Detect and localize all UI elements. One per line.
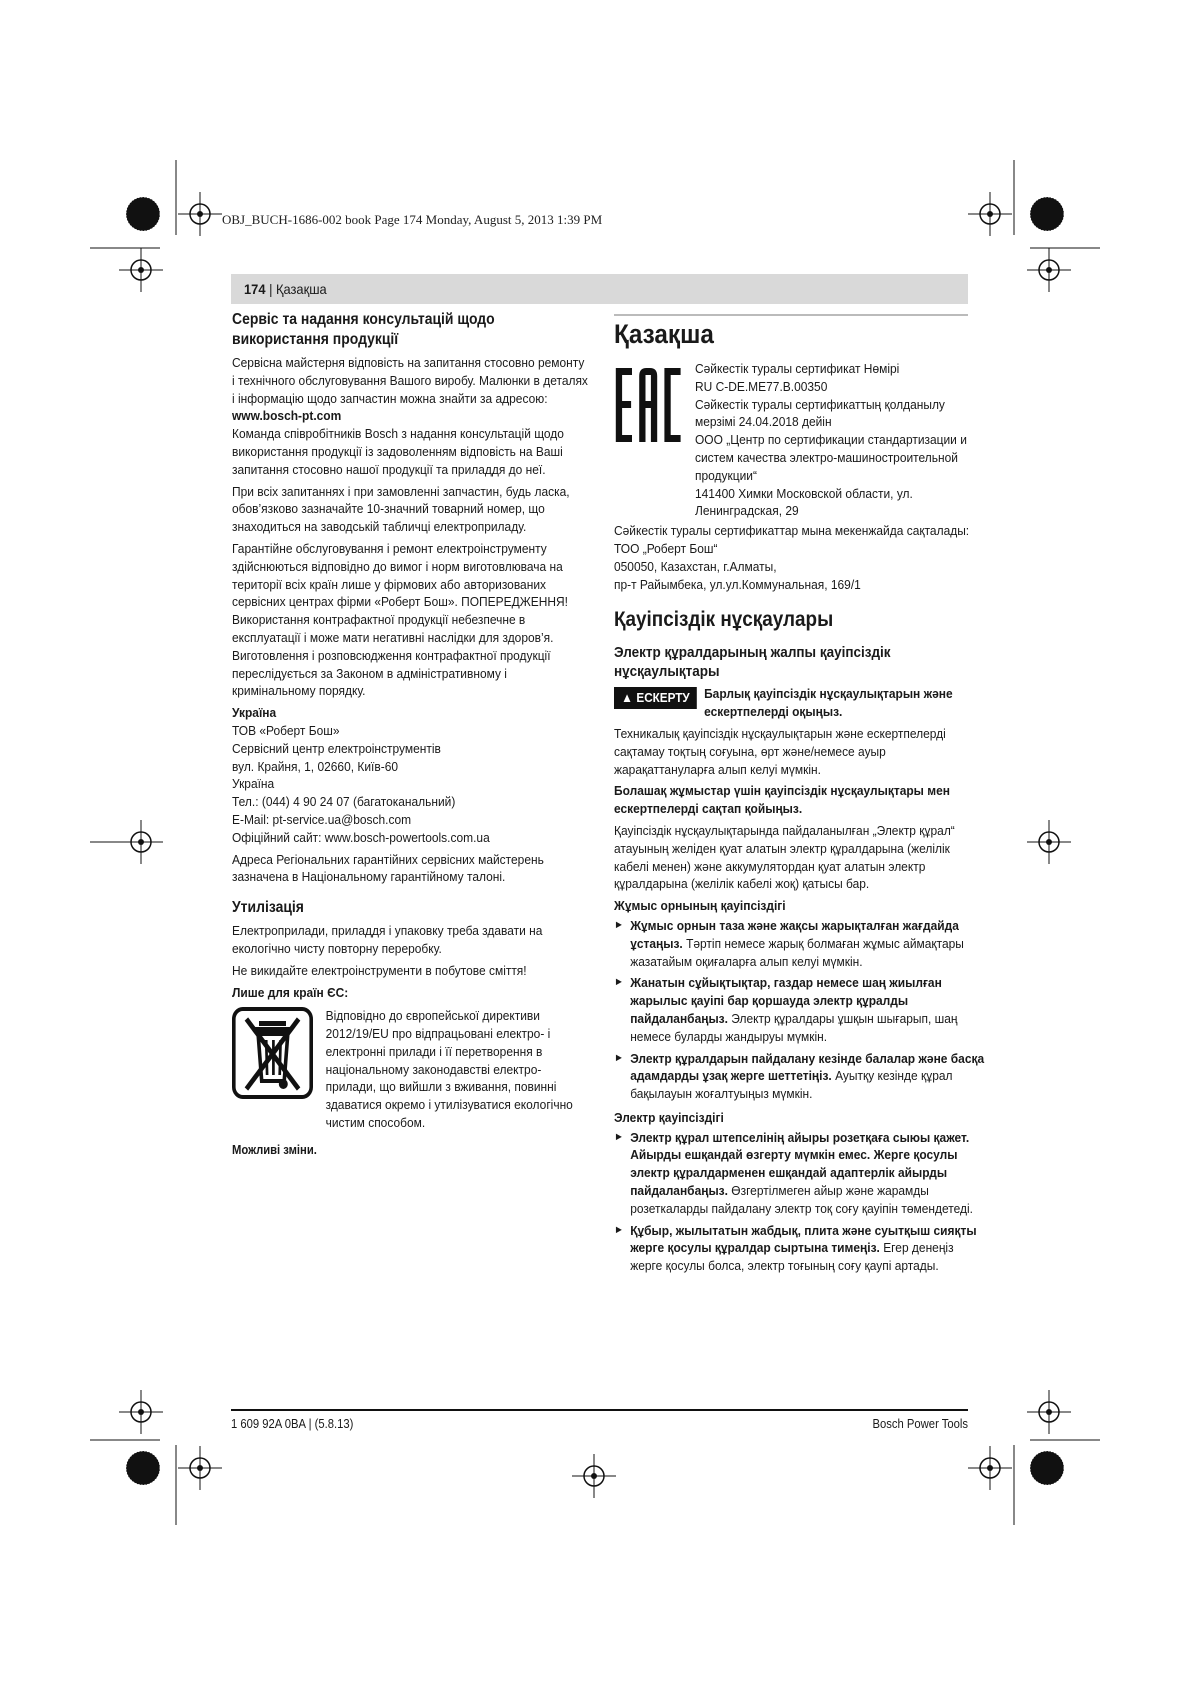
paragraph: При всіх запитаннях і при замовленні запчастин, будь ласка, обов’язково зазначайте 10-значний товарний номер, що знаходиться на заводській табличці електроприладу. [232, 483, 570, 535]
warning-badge [614, 687, 697, 709]
general-safety-heading: Электр құралдарының жалпы қауіпсіздік нұсқаулықтары [614, 644, 891, 681]
electrical-safety-heading: Электр қауіпсіздігі [614, 1109, 724, 1125]
paragraph: Қауіпсіздік нұсқаулықтарында пайдаланылған „Электр құрал“ атауының желіден қуат алатын электр құралдарына (желілік кабелі менен) және аккумулятордан қуат алатын электр құралдарына (желілік кабелі жоқ) қатысы бар. [614, 822, 955, 892]
list-item-bold: Жұмыс орнын таза және жақсы жарықталған жағдайда ұстаңыз. [630, 917, 959, 951]
cert-line: ТОО „Роберт Бош“ [614, 540, 718, 556]
paragraph-bold: Болашақ жұмыстар үшін қауіпсіздік нұсқаулықтары мен ескертпелерді сақтап қойыңыз. [614, 783, 950, 817]
list-item-text: Өзгертілмеген айыр және жарамды розеткаларды пайдалану электр тоқ соғу қауіпін төмендетеді. [630, 1183, 973, 1216]
list-item-bold: Электр құрал штепселінің айыры розетқаға сыюы қажет. Айырды ешқандай өзгерту мүмкін емес. Жерге қосулы электр құралдарменен ешқандай адаптерлік айырды пайдаланбаңыз. [630, 1129, 970, 1199]
list-item [614, 1050, 988, 1103]
footer-brand: Bosch Power Tools [872, 1417, 968, 1431]
address-line: Сервісний центр електроінструментів [232, 740, 441, 756]
address-line: ТОВ «Роберт Бош» [232, 722, 340, 738]
warning-badge-label: ЕСКЕРТУ [636, 690, 690, 706]
work-area-heading: Жұмыс орнының қауіпсіздігі [614, 898, 786, 914]
list-item [614, 917, 988, 970]
paragraph: Гарантійне обслуговування і ремонт електроінструменту здійснюються відповідно до вимог і норм виготовлювача на території всіх країн лише у фірмових або авторизованих сервісних центрах фірми «Роберт Бош». ПОПЕРЕДЖЕННЯ! Використання контрафактної продукції небезпечне в експлуатації і може мати негативні наслідки для здоров’я. Виготовлення і розповсюдження контрафактної продукції переслідується за Законом в адміністративному і кримінальному порядку. [232, 540, 568, 699]
paragraph: Сервісна майстерня відповість на запитання стосовно ремонту і технічного обслуговування Вашого виробу. Малюнки в деталях і інформацію щодо запчастин можна знайти за адресою: [232, 355, 588, 406]
warning-text: Барлық қауіпсіздік нұсқаулықтарын және ескертпелерді оқыңыз. [704, 686, 953, 720]
page-header [244, 281, 327, 297]
list-item-bold: Электр құралдарын пайдалану кезінде балалар және басқа адамдарды ұзақ жерге шеттетіңіз. [630, 1050, 985, 1084]
paragraph: Адреса Регіональних гарантійних сервісних майстерень зазначена в Національному гарантійному талоні. [232, 851, 544, 885]
changes-note: Можливі зміни. [232, 1142, 317, 1157]
list-item-text: Электр құралдары ұшқын шығарып, шаң немесе буларды жандыруы мүмкін. [630, 1010, 958, 1044]
paragraph: Не викидайте електроінструменти в побутове сміття! [232, 962, 527, 978]
address-line: Офіційний сайт: www.bosch-powertools.com.ua [232, 829, 490, 845]
section-rule [614, 314, 968, 316]
eac-line: Сәйкестік туралы сертификаттың қолданылу мерзімі 24.04.2018 дейін [695, 396, 945, 430]
cert-line: пр-т Райымбека, ул.ул.Коммунальная, 169/1 [614, 576, 861, 592]
cert-line: 050050, Казахстан, г.Алматы, [614, 558, 777, 574]
footer-doc-number: 1 609 92A 0BA | (5.8.13) [231, 1417, 354, 1431]
list-item [614, 1129, 988, 1218]
warning-triangle-icon: ▲ [621, 690, 633, 706]
service-heading: Сервіс та надання консультацій щодо використання продукції [232, 311, 495, 348]
address-line: Тел.: (044) 4 90 24 07 (багатоканальний) [232, 794, 456, 810]
eac-line: ООО „Центр по сертификации стандартизации и систем качества электро-машиностроительной продукции“ [695, 432, 967, 483]
list-item-bold: Жанатын сұйықтықтар, газдар немесе шаң жиылған жарылыс қауіпі бар қоршауда электр құралды пайдаланбаңыз. [630, 975, 942, 1026]
eu-directive-text: Відповідно до європейської директиви 2012/19/EU про відпрацьовані електро- і електронні прилади і її перетворення в національному законодавстві електро-прилади, що вийшли з вживання, повинні здаватися окремо і утилізуватися екологічно чистим способом. [325, 1008, 573, 1131]
disposal-heading: Утилізація [232, 899, 304, 917]
eac-mark-icon [614, 366, 682, 444]
right-column [614, 318, 988, 1279]
cert-paragraph: Сәйкестік туралы сертификаттар мына мекенжайда сақталады: [614, 523, 970, 539]
eac-line: RU C-DE.ME77.B.00350 [695, 378, 828, 394]
paragraph: Електроприлади, приладдя і упаковку треба здавати на екологічно чисту повторну переробку. [232, 923, 543, 956]
address-line: E-Mail: pt-service.ua@bosch.com [232, 811, 412, 827]
warning-row [614, 685, 988, 721]
left-column [232, 310, 588, 1164]
header-separator: | [265, 281, 276, 297]
page-number: 174 [244, 281, 266, 297]
list-item-text: Ауытқу кезінде құрал бақылауын жоғалтуыңыз мүмкін. [630, 1068, 953, 1102]
eac-line: 141400 Химки Московской области, ул. Ленинградская, 29 [695, 485, 913, 519]
address-line: вул. Крайня, 1, 02660, Київ-60 [232, 758, 399, 774]
list-item-bold: Құбыр, жылытатын жабдық, плита және суытқыш сияқты жерге қосулы құралдар сыртына тимеңіз. [630, 1222, 977, 1256]
language-title: Қазақша [614, 319, 714, 349]
paragraph: Команда співробітників Bosch з надання консультацій щодо використання продукції із задоволенням відповість на Ваші запитання стосовно нашої продукції та приладдя до неї. [232, 426, 564, 477]
crossed-bin-icon [232, 1007, 313, 1099]
eu-heading: Лише для країн ЄС: [232, 984, 349, 1000]
print-meta-line: OBJ_BUCH-1686-002 book Page 174 Monday, August 5, 2013 1:39 PM [222, 212, 603, 227]
ukraine-heading: Україна [232, 705, 277, 721]
eac-block [614, 360, 988, 520]
bosch-url: www.bosch-pt.com [232, 408, 342, 424]
list-item-text: Тәртіп немесе жарық болмаған жұмыс аймақтары жазатайым оқиғаларға алып келуі мүмкін. [630, 935, 964, 969]
paragraph: Техникалық қауіпсіздік нұсқаулықтарын және ескертпелерді сақтамау тоқтың соғуына, өрт және/немесе ауыр жарақаттануларға алып келуі мүмкін. [614, 725, 946, 777]
footer-rule [231, 1409, 968, 1411]
header-bar [231, 274, 968, 304]
address-line: Україна [232, 776, 275, 792]
list-item-text: Егер денеңіз жерге қосулы болса, электр тоғының соғу қаупі артады. [630, 1240, 954, 1274]
list-item [614, 974, 988, 1045]
eac-line: Сәйкестік туралы сертификат Нөмірі [695, 361, 900, 376]
list-item [614, 1222, 988, 1275]
header-section: Қазақша [275, 281, 327, 297]
safety-title: Қауіпсіздік нұсқаулары [614, 608, 834, 632]
weee-block [232, 1007, 588, 1132]
